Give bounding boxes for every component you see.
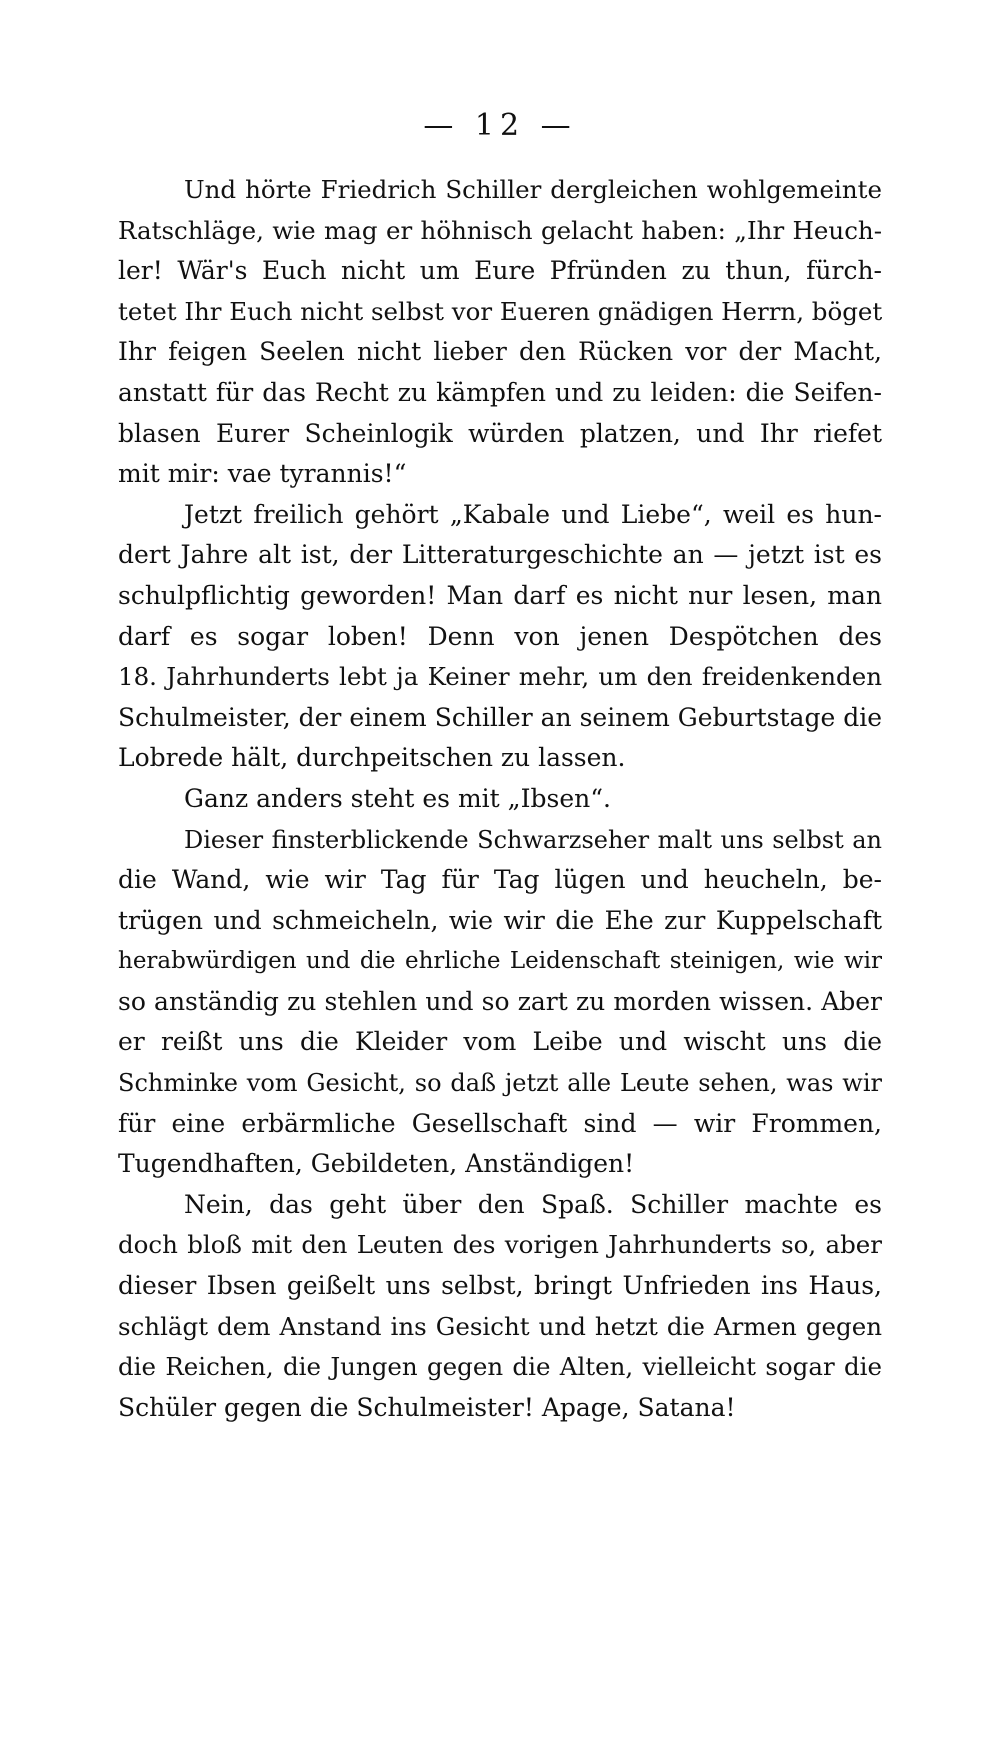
text-line: darf es sogar loben! Denn von jenen Despötchen des xyxy=(118,621,882,651)
text-line: Ganz anders steht es mit „Ibsen“. xyxy=(184,783,611,813)
text-line: für eine erbärmliche Gesellschaft sind — wir Frommen, xyxy=(118,1108,882,1138)
text-line: schulpflichtig geworden! Man darf es nicht nur lesen, man xyxy=(118,580,882,610)
text-line: die Wand, wie wir Tag für Tag lügen und heucheln, be- xyxy=(118,865,882,895)
text-line: schlägt dem Anstand ins Gesicht und hetzt die Armen gegen xyxy=(118,1311,882,1341)
text-line: Ihr feigen Seelen nicht lieber den Rücken vor der Macht, xyxy=(118,337,882,367)
text-line: doch bloß mit den Leuten des vorigen Jahrhunderts so, aber xyxy=(118,1230,882,1260)
text-line: Jetzt freilich gehört „Kabale und Liebe“, weil es hun- xyxy=(184,499,882,529)
text-line: dert Jahre alt ist, der Litteraturgeschichte an — jetzt ist es xyxy=(118,540,882,570)
text-line: blasen Eurer Scheinlogik würden platzen, und Ihr riefet xyxy=(118,418,882,448)
text-line: er reißt uns die Kleider vom Leibe und wischt uns die xyxy=(118,1027,882,1057)
text-line: herabwürdigen und die ehrliche Leidenschaft steinigen, wie wir xyxy=(118,948,882,975)
text-line: die Reichen, die Jungen gegen die Alten, vielleicht sogar die xyxy=(118,1352,882,1382)
text-line: Lobrede hält, durchpeitschen zu lassen. xyxy=(118,743,626,773)
text-line: 18. Jahrhunderts lebt ja Keiner mehr, um den freidenkenden xyxy=(118,662,882,692)
text-line: tetet Ihr Euch nicht selbst vor Eueren gnädigen Herrn, böget xyxy=(118,296,883,326)
page-number: — 12 — xyxy=(423,108,577,143)
text-line: mit mir: vae tyrannis!“ xyxy=(118,459,407,489)
text-line: Tugendhaften, Gebildeten, Anständigen! xyxy=(118,1149,635,1179)
body-text xyxy=(118,170,882,1428)
text-line: Schulmeister, der einem Schiller an seinem Geburtstage die xyxy=(118,702,882,732)
text-line: Nein, das geht über den Spaß. Schiller machte es xyxy=(184,1189,882,1219)
text-line: trügen und schmeicheln, wie wir die Ehe zur Kuppelschaft xyxy=(118,905,882,935)
text-line: Dieser finsterblickende Schwarzseher malt uns selbst an xyxy=(184,825,882,854)
text-line: Und hörte Friedrich Schiller dergleichen wohlgemeinte xyxy=(184,175,882,204)
text-line: dieser Ibsen geißelt uns selbst, bringt Unfrieden ins Haus, xyxy=(118,1271,882,1301)
text-line: so anständig zu stehlen und so zart zu morden wissen. Aber xyxy=(118,986,882,1016)
text-line: Schminke vom Gesicht, so daß jetzt alle Leute sehen, was wir xyxy=(118,1069,882,1098)
text-line: Ratschläge, wie mag er höhnisch gelacht haben: „Ihr Heuch- xyxy=(118,215,882,245)
text-line: ler! Wär's Euch nicht um Eure Pfründen zu thun, fürch- xyxy=(118,256,882,286)
text-line: anstatt für das Recht zu kämpfen und zu leiden: die Seifen- xyxy=(118,377,882,407)
text-line: Schüler gegen die Schulmeister! Apage, Satana! xyxy=(118,1392,736,1422)
